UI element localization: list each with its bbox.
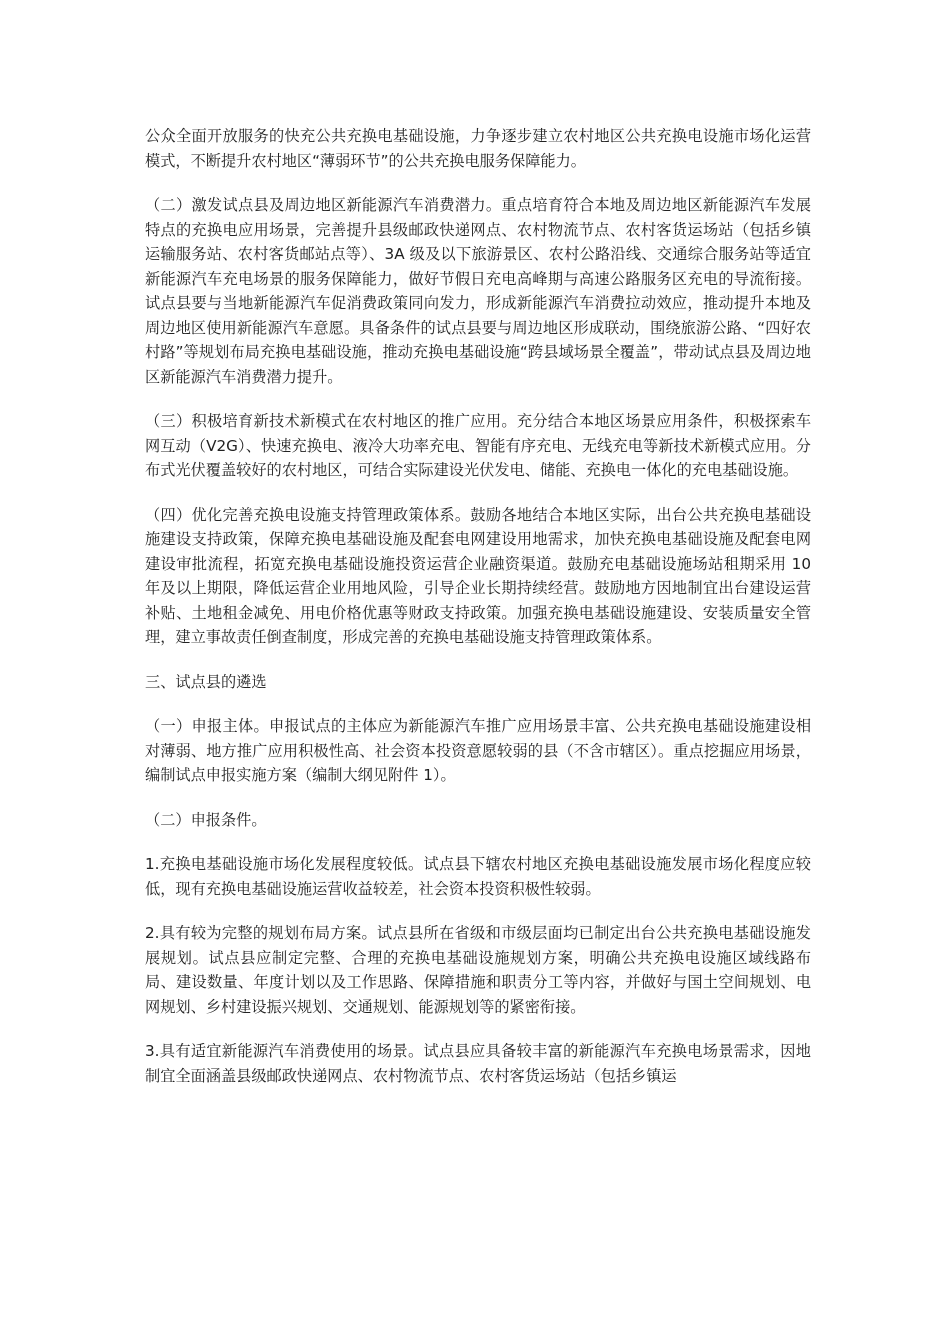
section-heading-selection: 三、试点县的遴选 — [145, 672, 267, 691]
paragraph-consumption-potential: （二）激发试点县及周边地区新能源汽车消费潜力。重点培育符合本地及周边地区新能源汽车发展特点的充换电应用场景，完善提升县级邮政快递网点、农村物流节点、农村客货运场站（包括乡镇运输服务站、农村客货邮站点等）、3A 级及以下旅游景区、农村公路沿线、交通综合服务站等适宜新能源汽车充电场景的服务保障能力，做好节假日充电高峰期与高速公路服务区充电的导流衔接。试点县要与当地新能源汽车促消费政策同向发力，形成新能源汽车消费拉动效应，推动提升本地及周边地区使用新能源汽车意愿。具备条件的试点县要与周边地区形成联动，围绕旅游公路、“四好农村路”等规划布局充换电基础设施，推动充换电基础设施“跨县域场景全覆盖”，带动试点县及周边地区新能源汽车消费潜力提升。 — [145, 196, 811, 386]
paragraph-condition-3: 3.具有适宜新能源汽车消费使用的场景。试点县应具备较丰富的新能源汽车充换电场景需求，因地制宜全面涵盖县级邮政快递网点、农村物流节点、农村客货运场站（包括乡镇运 — [145, 1042, 811, 1085]
paragraph-applicant: （一）申报主体。申报试点的主体应为新能源汽车推广应用场景丰富、公共充换电基础设施建设相对薄弱、地方推广应用积极性高、社会资本投资意愿较弱的县（不含市辖区）。重点挖掘应用场景，编制试点申报实施方案（编制大纲见附件 1）。 — [145, 717, 811, 784]
paragraph-condition-2: 2.具有较为完整的规划布局方案。试点县所在省级和市级层面均已制定出台公共充换电基础设施发展规划。试点县应制定完整、合理的充换电基础设施规划方案，明确公共充换电设施区域线路布局、建设数量、年度计划以及工作思路、保障措施和职责分工等内容，并做好与国土空间规划、电网规划、乡村建设振兴规划、交通规划、能源规划等的紧密衔接。 — [145, 924, 811, 1016]
paragraph-policy-system: （四）优化完善充换电设施支持管理政策体系。鼓励各地结合本地区实际，出台公共充换电基础设施建设支持政策，保障充换电基础设施及配套电网建设用地需求，加快充换电基础设施及配套电网建设审批流程，拓宽充换电基础设施投资运营企业融资渠道。鼓励充电基础设施场站租期采用 10 年及以上期限，降低运营企业用地风险，引导企业长期持续经营。鼓励地方因地制宜出台建设运营补贴、土地租金减免、用电价格优惠等财政支持政策。加强充换电基础设施建设、安装质量安全管理，建立事故责任倒查制度，形成完善的充换电基础设施支持管理政策体系。 — [145, 505, 811, 646]
document-body — [145, 124, 811, 1108]
paragraph-new-technology: （三）积极培育新技术新模式在农村地区的推广应用。充分结合本地区场景应用条件，积极探索车网互动（V2G）、快速充换电、液冷大功率充电、智能有序充电、无线充电等新技术新模式应用。分布式光伏覆盖较好的农村地区，可结合实际建设光伏发电、储能、充换电一体化的充电基础设施。 — [145, 412, 811, 479]
paragraph-conditions-heading: （二）申报条件。 — [145, 810, 267, 829]
paragraph-condition-1: 1.充换电基础设施市场化发展程度较低。试点县下辖农村地区充换电基础设施发展市场化程度应较低，现有充换电基础设施运营收益较差，社会资本投资积极性较弱。 — [145, 855, 811, 898]
paragraph-continuation: 公众全面开放服务的快充公共充换电基础设施，力争逐步建立农村地区公共充换电设施市场化运营模式，不断提升农村地区“薄弱环节”的公共充换电服务保障能力。 — [145, 127, 811, 170]
